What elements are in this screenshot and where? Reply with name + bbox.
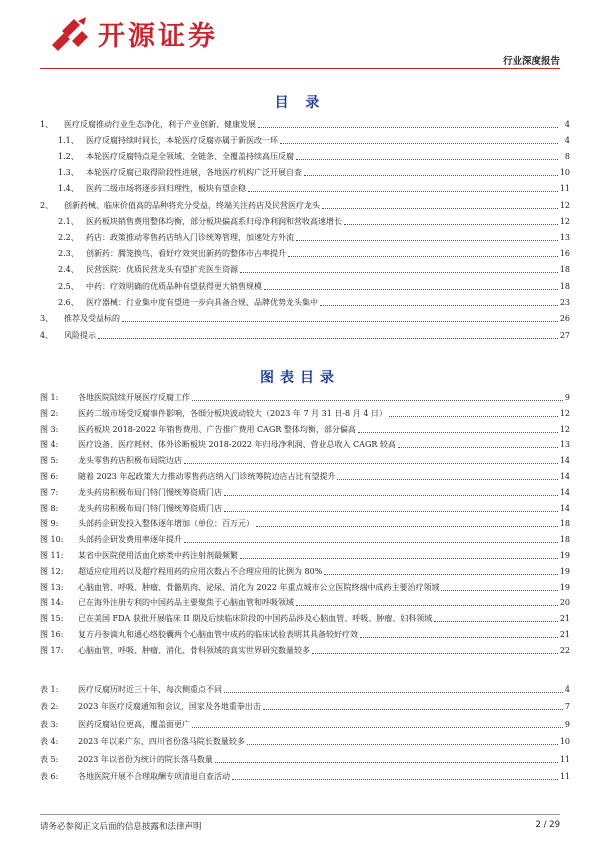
entry-text: 创新药：腾笼换鸟，看好疗效突出新药的整体市占率提升 [86, 249, 286, 258]
report-type: 行业深度报告 [502, 56, 560, 67]
figure-entry[interactable] [40, 645, 570, 657]
dot-leader [248, 191, 558, 192]
entry-text: 龙头药房积极布局门特门慢统筹资质门店 [78, 487, 222, 497]
entry-number: 图 13: [40, 582, 64, 592]
entry-text: 已在美国 FDA 获批开展临床 II 期及后续临床阶段的中国药品涉及心脑血管、呼吸、肿瘤、妇科领域 [78, 614, 433, 624]
entry-number: 表 2: [40, 702, 59, 712]
entry-number: 图 12: [40, 566, 64, 576]
table-entry[interactable] [40, 719, 570, 731]
entry-page: 4 [564, 120, 570, 129]
entry-text: 龙头药房积极布局门特门慢统筹资质门店 [78, 503, 222, 513]
entry-page: 16 [559, 249, 570, 258]
entry-page: 18 [559, 519, 570, 529]
toc-entry[interactable] [40, 167, 570, 179]
dot-leader [296, 159, 558, 160]
entry-text: 医药板块销售费用整体均衡，部分板块偏高系归母净利润和营收高速增长 [86, 217, 342, 226]
figure-entry[interactable] [40, 439, 570, 451]
dot-leader [224, 495, 558, 496]
dot-leader [240, 558, 558, 559]
toc-entry[interactable] [40, 330, 570, 342]
entry-text: 推荐及受益标的 [64, 314, 120, 323]
entry-text: 已在海外注册专利的中国药品主要聚焦于心脑血管和呼吸领域 [78, 598, 294, 608]
dot-leader [441, 590, 557, 591]
entry-page: 27 [559, 331, 570, 340]
toc-entry[interactable] [40, 313, 570, 325]
entry-page: 20 [559, 598, 570, 608]
entry-text: 2023 年以来广东、四川省份落马院长数量较多 [78, 737, 245, 747]
entry-page: 21 [559, 614, 570, 624]
dot-leader [215, 762, 558, 763]
entry-text: 随着 2023 年起政策大力推动零售药店纳入门诊统筹院边店占比有望提升 [78, 472, 336, 481]
header-divider [40, 68, 560, 69]
dot-leader [312, 653, 558, 654]
entry-text: 医疗反腐推动行业生态净化，利于产业创新、健康发展 [64, 120, 256, 129]
dot-leader [344, 224, 558, 225]
entry-text: 民营医院：优质民营龙头有望扩充医生资源 [86, 265, 238, 274]
entry-page: 11 [559, 754, 570, 764]
entry-page: 7 [564, 702, 570, 712]
entry-number: 1、 [40, 120, 54, 129]
entry-number: 图 15: [40, 614, 64, 624]
entry-page: 19 [559, 566, 570, 576]
entry-number: 2.4、 [58, 265, 79, 274]
entry-text: 超适应症用药以及超疗程用药的应用次数占不合理应用的比例为 80% [78, 566, 323, 576]
page-number: 2 / 29 [535, 820, 560, 830]
entry-number: 3、 [40, 314, 54, 323]
table-entry[interactable] [40, 701, 570, 713]
toc-entry[interactable] [40, 232, 570, 244]
entry-page: 10 [559, 737, 570, 747]
dot-leader [280, 143, 558, 144]
entry-text: 医药二级市场将逐步回归理性，板块有望企稳 [86, 184, 246, 193]
table-entry[interactable] [40, 754, 570, 766]
dot-leader [184, 463, 558, 464]
entry-text: 创新药械、临床价值高的品种将充分受益，终端关注药店及民营医疗龙头 [64, 201, 320, 210]
entry-page: 21 [559, 630, 570, 639]
entry-text: 复方丹参滴丸和通心络胶囊两个心脑血管中成药的临床试验表明其具备较好疗效 [78, 630, 358, 639]
entry-number: 图 9: [40, 519, 59, 529]
entry-page: 26 [559, 314, 570, 323]
entry-page: 14 [559, 472, 570, 481]
dot-leader [389, 416, 558, 417]
toc-entry[interactable] [40, 200, 570, 212]
dot-leader [296, 605, 558, 606]
entry-number: 表 4: [40, 737, 59, 747]
entry-page: 4 [564, 136, 570, 145]
entry-page: 12 [559, 217, 570, 226]
footer-divider [40, 814, 560, 815]
figure-entry[interactable] [40, 487, 570, 499]
entry-page: 11 [559, 184, 570, 193]
entry-number: 1.1、 [58, 136, 79, 145]
table-entry[interactable] [40, 771, 570, 783]
entry-number: 图 14: [40, 598, 64, 608]
entry-number: 图 2: [40, 408, 59, 418]
table-entry[interactable] [40, 736, 570, 748]
dot-leader [192, 400, 563, 401]
dot-leader [264, 289, 558, 290]
entry-text: 龙头零售药店积极布局院边店 [78, 456, 182, 466]
dot-leader [288, 256, 558, 257]
figure-entry[interactable] [40, 582, 570, 594]
figure-entry[interactable] [40, 424, 570, 436]
dot-leader [184, 542, 558, 543]
logo-text: 开源证券 [98, 21, 218, 52]
entry-number: 2.3、 [58, 249, 79, 258]
entry-text: 2023 年医疗反腐通知和会议，国家及各地重拳出击 [78, 702, 261, 712]
figure-entry[interactable] [40, 503, 570, 515]
entry-page: 18 [559, 535, 570, 545]
toc-entry[interactable] [40, 281, 570, 293]
entry-number: 1.3、 [58, 168, 79, 177]
entry-page: 10 [559, 168, 570, 177]
entry-text: 医疗器械：行业集中度有望进一步向具备合规、品牌优势龙头集中 [86, 298, 318, 307]
entry-number: 1.2、 [58, 152, 79, 161]
entry-number: 图 3: [40, 424, 59, 434]
figure-entry[interactable] [40, 597, 570, 609]
entry-page: 9 [564, 393, 570, 402]
entry-page: 18 [559, 282, 570, 291]
toc-entry[interactable] [40, 248, 570, 260]
dot-leader [224, 511, 558, 512]
entry-page: 22 [559, 645, 570, 655]
entry-page: 18 [559, 265, 570, 274]
entry-text: 各地医院陆续开展医疗反腐工作 [78, 393, 190, 402]
dot-leader [256, 526, 558, 527]
figure-entry[interactable] [40, 566, 570, 578]
page-header [0, 0, 600, 70]
entry-text: 医疗反腐历时近三十年，每次侧重点不同 [78, 685, 222, 694]
dot-leader [337, 479, 557, 480]
entry-text: 2023 年以省份为统计的院长落马数量 [78, 754, 213, 764]
entry-text: 药店：政策推动零售药店纳入门诊统筹管理，加速处方外流 [86, 233, 294, 242]
entry-page: 14 [559, 456, 570, 466]
entry-page: 8 [564, 152, 570, 161]
entry-number: 表 1: [40, 685, 59, 694]
dot-leader [322, 208, 558, 209]
footer-disclaimer: 请务必参阅正文后面的信息披露和法律声明 [40, 822, 202, 832]
entry-page: 12 [559, 408, 570, 418]
entry-number: 2.2、 [58, 233, 79, 242]
figure-entry[interactable] [40, 550, 570, 562]
entry-page: 19 [559, 582, 570, 592]
entry-text: 头部药企研发投入整体逐年增加（单位：百万元） [78, 519, 254, 529]
entry-number: 图 17: [40, 645, 64, 655]
dot-leader [263, 709, 563, 710]
company-logo [48, 14, 218, 53]
entry-number: 图 7: [40, 487, 59, 497]
figure-entry[interactable] [40, 408, 570, 420]
entry-text: 医药二级市场受反腐事件影响，各细分板块波动较大（2023 年 7 月 31 日-8 月 4 日） [78, 408, 387, 418]
figure-entry[interactable] [40, 392, 570, 404]
toc-entry[interactable] [40, 264, 570, 276]
entry-text: 医疗设备、医疗耗材、体外诊断板块 2018-2022 年归母净利润、营业总收入 CAGR 较高 [78, 440, 396, 450]
entry-number: 1.4、 [58, 184, 79, 193]
toc-entry[interactable] [40, 183, 570, 195]
entry-number: 图 10: [40, 535, 64, 545]
entry-number: 图 8: [40, 503, 59, 513]
entry-text: 风险提示 [64, 331, 96, 340]
logo-mark-icon [48, 15, 92, 53]
entry-text: 本轮医疗反腐特点是全领域、全链条、全覆盖持续高压反腐 [86, 152, 294, 161]
figure-entry[interactable] [40, 534, 570, 546]
entry-text: 医药反腐站位更高，覆盖面更广 [78, 719, 190, 729]
dot-leader [358, 432, 558, 433]
entry-text: 本轮医疗反腐已取得阶段性进展，各地医疗机构广泛开展自查 [86, 168, 302, 177]
entry-page: 14 [559, 487, 570, 497]
dot-leader [398, 447, 558, 448]
figure-entry[interactable] [40, 455, 570, 467]
entry-number: 图 11: [40, 551, 64, 560]
figure-entry[interactable] [40, 629, 570, 641]
entry-number: 2.6、 [58, 298, 79, 307]
toc-entry[interactable] [40, 151, 570, 163]
dot-leader [324, 574, 557, 575]
entry-page: 12 [559, 424, 570, 434]
entry-number: 图 5: [40, 456, 59, 466]
dot-leader [247, 744, 558, 745]
entry-text: 各地医院开展不合理取酬专项清退自查活动 [78, 772, 230, 781]
dot-leader [98, 338, 558, 339]
entry-number: 4、 [40, 331, 54, 340]
entry-text: 某省中医院使用活血化瘀类中药注射剂最频繁 [78, 551, 238, 560]
entry-page: 23 [559, 298, 570, 307]
entry-page: 11 [559, 772, 570, 781]
dot-leader [296, 240, 558, 241]
dot-leader [240, 272, 558, 273]
entry-number: 表 5: [40, 754, 59, 764]
dot-leader [258, 127, 558, 128]
figure-entry[interactable] [40, 471, 570, 483]
dot-leader [434, 621, 558, 622]
figure-entry[interactable] [40, 518, 570, 530]
entry-page: 12 [559, 201, 570, 210]
entry-number: 2.5、 [58, 282, 79, 291]
entry-page: 14 [559, 503, 570, 513]
entry-text: 医药板块 2018-2022 年销售费用、广告推广费用 CAGR 整体均衡，部分偏高 [78, 424, 356, 434]
entry-page: 13 [559, 440, 570, 450]
entry-page: 4 [564, 685, 570, 694]
dot-leader [224, 692, 563, 693]
dot-leader [360, 637, 558, 638]
entry-text: 心脑血管、呼吸、肿瘤、消化、骨科领域的真实世界研究数量较多 [78, 645, 310, 655]
entry-number: 图 4: [40, 440, 59, 450]
entry-number: 图 16: [40, 630, 64, 639]
toc-entry[interactable] [40, 119, 570, 131]
entry-number: 2.1、 [58, 217, 79, 226]
lof-title: 图表目录 [260, 370, 340, 386]
dot-leader [122, 321, 558, 322]
entry-number: 图 1: [40, 393, 59, 402]
toc-entry[interactable] [40, 135, 570, 147]
dot-leader [304, 175, 558, 176]
entry-text: 头部药企研发费用率逐年提升 [78, 535, 182, 545]
entry-text: 中药：疗效明确的优质品种有望获得更大销售规模 [86, 282, 262, 291]
dot-leader [192, 727, 563, 728]
toc-title: 目 录 [274, 95, 326, 111]
entry-number: 表 6: [40, 772, 59, 781]
entry-text: 心脑血管、呼吸、肿瘤、骨骼肌肉、泌尿、消化为 2022 年重点城市公立医院终端中成药主要治疗领域 [78, 582, 440, 592]
entry-text: 医疗反腐持续时间长，本轮医疗反腐亦属于新医改一环 [86, 136, 278, 145]
dot-leader [232, 779, 558, 780]
entry-number: 2、 [40, 201, 54, 210]
toc-entry[interactable] [40, 297, 570, 309]
entry-page: 9 [564, 719, 570, 729]
dot-leader [320, 305, 558, 306]
entry-page: 13 [559, 233, 570, 242]
figure-entry[interactable] [40, 613, 570, 625]
entry-page: 19 [559, 551, 570, 560]
table-entry[interactable] [40, 684, 570, 696]
entry-number: 图 6: [40, 472, 59, 481]
entry-number: 表 3: [40, 719, 59, 729]
toc-entry[interactable] [40, 216, 570, 228]
